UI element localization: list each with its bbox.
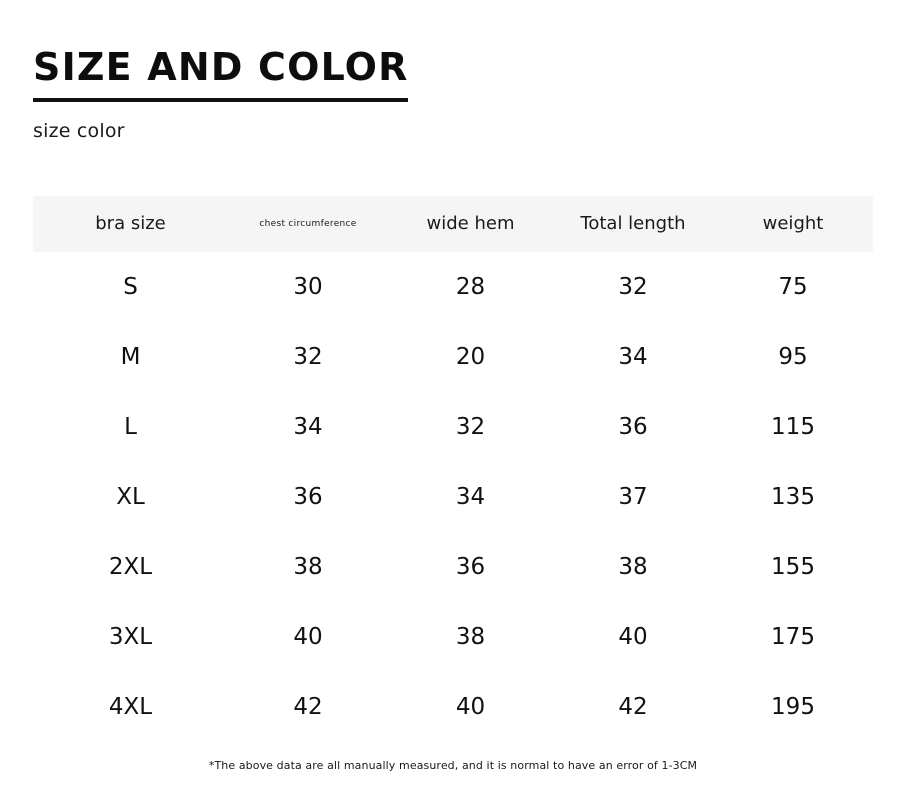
cell-hem: 28 bbox=[455, 273, 486, 300]
size-table-container bbox=[0, 196, 906, 742]
cell-chest: 40 bbox=[293, 623, 323, 650]
cell-hem: 20 bbox=[455, 343, 486, 370]
cell-size: XL bbox=[116, 483, 145, 510]
column-header-total-length: Total length bbox=[580, 213, 686, 235]
cell-size: 3XL bbox=[108, 623, 153, 650]
table-row bbox=[33, 462, 873, 532]
table-header-row bbox=[33, 196, 873, 252]
cell-chest: 34 bbox=[293, 413, 323, 440]
cell-size: 2XL bbox=[108, 553, 153, 580]
cell-size: L bbox=[124, 413, 137, 440]
cell-size: M bbox=[120, 343, 141, 370]
table-row bbox=[33, 392, 873, 462]
table-row bbox=[33, 322, 873, 392]
cell-hem: 38 bbox=[455, 623, 486, 650]
column-header-bra-size: bra size bbox=[95, 213, 166, 235]
measurement-footnote: *The above data are all manually measured, and it is normal to have an error of 1-3CM bbox=[208, 759, 698, 772]
cell-weight: 195 bbox=[771, 693, 815, 720]
title-underline bbox=[33, 98, 408, 102]
cell-length: 37 bbox=[618, 483, 648, 510]
cell-weight: 115 bbox=[771, 413, 815, 440]
cell-chest: 32 bbox=[293, 343, 323, 370]
cell-size: S bbox=[123, 273, 138, 300]
cell-length: 34 bbox=[618, 343, 648, 370]
table-row bbox=[33, 602, 873, 672]
cell-length: 38 bbox=[618, 553, 648, 580]
cell-hem: 40 bbox=[455, 693, 486, 720]
cell-chest: 36 bbox=[293, 483, 323, 510]
table-header bbox=[33, 196, 873, 252]
cell-weight: 155 bbox=[771, 553, 815, 580]
cell-weight: 95 bbox=[778, 343, 808, 370]
cell-hem: 32 bbox=[455, 413, 486, 440]
table-row bbox=[33, 532, 873, 602]
table-row bbox=[33, 252, 873, 322]
cell-length: 32 bbox=[618, 273, 648, 300]
cell-chest: 30 bbox=[293, 273, 323, 300]
cell-chest: 42 bbox=[293, 693, 323, 720]
cell-weight: 175 bbox=[771, 623, 815, 650]
cell-length: 42 bbox=[618, 693, 648, 720]
size-table bbox=[33, 196, 873, 742]
header bbox=[0, 0, 906, 142]
cell-weight: 135 bbox=[771, 483, 815, 510]
table-row bbox=[33, 672, 873, 742]
cell-hem: 36 bbox=[455, 553, 486, 580]
cell-hem: 34 bbox=[455, 483, 486, 510]
cell-chest: 38 bbox=[293, 553, 323, 580]
column-header-chest-circumference: chest circumference bbox=[259, 218, 357, 229]
table-body bbox=[33, 252, 873, 742]
cell-length: 36 bbox=[618, 413, 648, 440]
page-title: SIZE AND COLOR bbox=[33, 45, 409, 89]
cell-weight: 75 bbox=[778, 273, 808, 300]
column-header-wide-hem: wide hem bbox=[426, 213, 515, 235]
column-header-weight: weight bbox=[762, 213, 824, 235]
page-subtitle: size color bbox=[33, 119, 125, 142]
cell-length: 40 bbox=[618, 623, 648, 650]
cell-size: 4XL bbox=[108, 693, 153, 720]
